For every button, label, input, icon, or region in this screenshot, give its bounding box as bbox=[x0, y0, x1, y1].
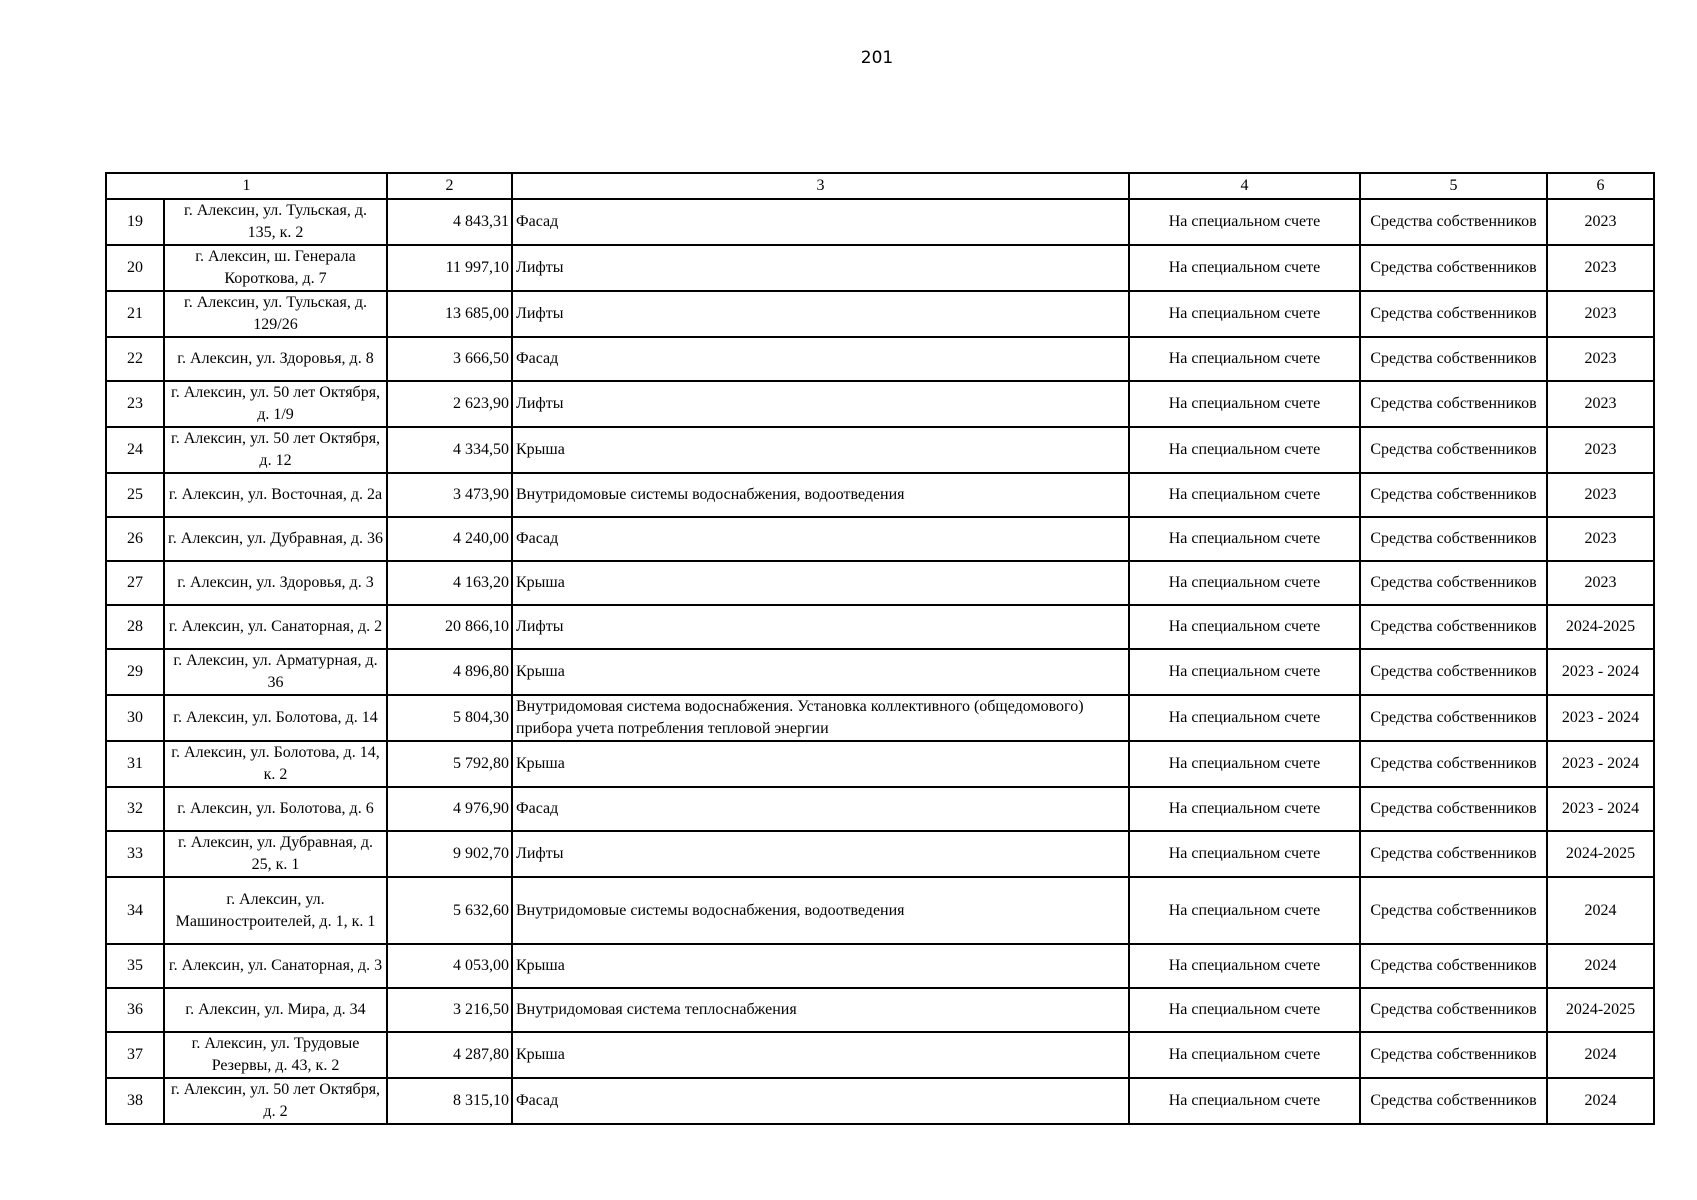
funding-source-cell: Средства собственников bbox=[1360, 337, 1547, 381]
column-header-6: 6 bbox=[1547, 173, 1654, 199]
address-cell: г. Алексин, ул. Болотова, д. 14 bbox=[164, 695, 387, 741]
table-row bbox=[106, 561, 1654, 605]
work-type-cell: Внутридомовая система водоснабжения. Установка коллективного (общедомового) прибора учета потребления тепловой энергии bbox=[512, 695, 1129, 741]
work-type-cell: Лифты bbox=[512, 381, 1129, 427]
year-cell: 2023 bbox=[1547, 199, 1654, 245]
table-row bbox=[106, 337, 1654, 381]
cost-cell: 9 902,70 bbox=[387, 831, 512, 877]
table-row bbox=[106, 245, 1654, 291]
fund-method-cell: На специальном счете bbox=[1129, 741, 1360, 787]
funding-source-cell: Средства собственников bbox=[1360, 1032, 1547, 1078]
table-row bbox=[106, 427, 1654, 473]
funding-source-cell: Средства собственников bbox=[1360, 877, 1547, 944]
funding-source-cell: Средства собственников bbox=[1360, 1078, 1547, 1124]
address-cell: г. Алексин, ул. 50 лет Октября, д. 12 bbox=[164, 427, 387, 473]
address-cell: г. Алексин, ул. Тульская, д. 129/26 bbox=[164, 291, 387, 337]
funding-source-cell: Средства собственников bbox=[1360, 944, 1547, 988]
row-number: 35 bbox=[106, 944, 164, 988]
year-cell: 2023 bbox=[1547, 561, 1654, 605]
header-row bbox=[106, 173, 1654, 199]
cost-cell: 5 632,60 bbox=[387, 877, 512, 944]
fund-method-cell: На специальном счете bbox=[1129, 944, 1360, 988]
work-type-cell: Лифты bbox=[512, 291, 1129, 337]
row-number: 29 bbox=[106, 649, 164, 695]
cost-cell: 11 997,10 bbox=[387, 245, 512, 291]
work-type-cell: Внутридомовая система теплоснабжения bbox=[512, 988, 1129, 1032]
funding-source-cell: Средства собственников bbox=[1360, 649, 1547, 695]
funding-source-cell: Средства собственников bbox=[1360, 605, 1547, 649]
year-cell: 2023 bbox=[1547, 427, 1654, 473]
funding-source-cell: Средства собственников bbox=[1360, 988, 1547, 1032]
year-cell: 2024 bbox=[1547, 1032, 1654, 1078]
row-number: 33 bbox=[106, 831, 164, 877]
year-cell: 2023 bbox=[1547, 517, 1654, 561]
address-cell: г. Алексин, ш. Генерала Короткова, д. 7 bbox=[164, 245, 387, 291]
address-cell: г. Алексин, ул. Тульская, д. 135, к. 2 bbox=[164, 199, 387, 245]
address-cell: г. Алексин, ул. Трудовые Резервы, д. 43, к. 2 bbox=[164, 1032, 387, 1078]
work-type-cell: Лифты bbox=[512, 245, 1129, 291]
work-type-cell: Фасад bbox=[512, 199, 1129, 245]
address-cell: г. Алексин, ул. Машиностроителей, д. 1, к. 1 bbox=[164, 877, 387, 944]
year-cell: 2024-2025 bbox=[1547, 605, 1654, 649]
cost-cell: 20 866,10 bbox=[387, 605, 512, 649]
address-cell: г. Алексин, ул. Санаторная, д. 2 bbox=[164, 605, 387, 649]
row-number: 23 bbox=[106, 381, 164, 427]
fund-method-cell: На специальном счете bbox=[1129, 517, 1360, 561]
table-row bbox=[106, 787, 1654, 831]
work-type-cell: Крыша bbox=[512, 1032, 1129, 1078]
row-number: 20 bbox=[106, 245, 164, 291]
address-cell: г. Алексин, ул. 50 лет Октября, д. 2 bbox=[164, 1078, 387, 1124]
table-row bbox=[106, 381, 1654, 427]
table-row bbox=[106, 877, 1654, 944]
table-row bbox=[106, 517, 1654, 561]
funding-source-cell: Средства собственников bbox=[1360, 473, 1547, 517]
cost-cell: 4 053,00 bbox=[387, 944, 512, 988]
cost-cell: 3 473,90 bbox=[387, 473, 512, 517]
funding-source-cell: Средства собственников bbox=[1360, 831, 1547, 877]
row-number: 38 bbox=[106, 1078, 164, 1124]
address-cell: г. Алексин, ул. Восточная, д. 2а bbox=[164, 473, 387, 517]
fund-method-cell: На специальном счете bbox=[1129, 831, 1360, 877]
fund-method-cell: На специальном счете bbox=[1129, 1032, 1360, 1078]
row-number: 37 bbox=[106, 1032, 164, 1078]
cost-cell: 4 240,00 bbox=[387, 517, 512, 561]
cost-cell: 4 896,80 bbox=[387, 649, 512, 695]
work-type-cell: Крыша bbox=[512, 944, 1129, 988]
funding-source-cell: Средства собственников bbox=[1360, 427, 1547, 473]
row-number: 26 bbox=[106, 517, 164, 561]
address-cell: г. Алексин, ул. Санаторная, д. 3 bbox=[164, 944, 387, 988]
year-cell: 2023 - 2024 bbox=[1547, 649, 1654, 695]
row-number: 30 bbox=[106, 695, 164, 741]
work-type-cell: Фасад bbox=[512, 337, 1129, 381]
cost-cell: 4 287,80 bbox=[387, 1032, 512, 1078]
column-header-4: 4 bbox=[1129, 173, 1360, 199]
address-cell: г. Алексин, ул. Дубравная, д. 25, к. 1 bbox=[164, 831, 387, 877]
work-type-cell: Крыша bbox=[512, 427, 1129, 473]
column-header-3: 3 bbox=[512, 173, 1129, 199]
fund-method-cell: На специальном счете bbox=[1129, 199, 1360, 245]
year-cell: 2024 bbox=[1547, 877, 1654, 944]
work-type-cell: Фасад bbox=[512, 517, 1129, 561]
address-cell: г. Алексин, ул. 50 лет Октября, д. 1/9 bbox=[164, 381, 387, 427]
table-container bbox=[105, 172, 1653, 1125]
work-type-cell: Крыша bbox=[512, 741, 1129, 787]
work-type-cell: Внутридомовые системы водоснабжения, водоотведения bbox=[512, 877, 1129, 944]
work-type-cell: Лифты bbox=[512, 605, 1129, 649]
year-cell: 2024 bbox=[1547, 1078, 1654, 1124]
table-row bbox=[106, 695, 1654, 741]
funding-source-cell: Средства собственников bbox=[1360, 517, 1547, 561]
cost-cell: 8 315,10 bbox=[387, 1078, 512, 1124]
table-row bbox=[106, 831, 1654, 877]
row-number: 31 bbox=[106, 741, 164, 787]
funding-source-cell: Средства собственников bbox=[1360, 381, 1547, 427]
row-number: 24 bbox=[106, 427, 164, 473]
year-cell: 2023 - 2024 bbox=[1547, 741, 1654, 787]
cost-cell: 4 163,20 bbox=[387, 561, 512, 605]
work-type-cell: Фасад bbox=[512, 787, 1129, 831]
funding-source-cell: Средства собственников bbox=[1360, 291, 1547, 337]
fund-method-cell: На специальном счете bbox=[1129, 381, 1360, 427]
funding-source-cell: Средства собственников bbox=[1360, 245, 1547, 291]
fund-method-cell: На специальном счете bbox=[1129, 695, 1360, 741]
table-row bbox=[106, 473, 1654, 517]
work-type-cell: Крыша bbox=[512, 649, 1129, 695]
table-row bbox=[106, 944, 1654, 988]
cost-cell: 3 666,50 bbox=[387, 337, 512, 381]
work-type-cell: Фасад bbox=[512, 1078, 1129, 1124]
funding-source-cell: Средства собственников bbox=[1360, 741, 1547, 787]
row-number: 32 bbox=[106, 787, 164, 831]
fund-method-cell: На специальном счете bbox=[1129, 649, 1360, 695]
funding-source-cell: Средства собственников bbox=[1360, 561, 1547, 605]
table-row bbox=[106, 1078, 1654, 1124]
year-cell: 2023 bbox=[1547, 291, 1654, 337]
cost-cell: 4 843,31 bbox=[387, 199, 512, 245]
table-row bbox=[106, 988, 1654, 1032]
year-cell: 2024-2025 bbox=[1547, 831, 1654, 877]
work-type-cell: Крыша bbox=[512, 561, 1129, 605]
column-header-5: 5 bbox=[1360, 173, 1547, 199]
funding-source-cell: Средства собственников bbox=[1360, 695, 1547, 741]
table-row bbox=[106, 291, 1654, 337]
table-row bbox=[106, 649, 1654, 695]
work-type-cell: Внутридомовые системы водоснабжения, водоотведения bbox=[512, 473, 1129, 517]
year-cell: 2023 bbox=[1547, 381, 1654, 427]
fund-method-cell: На специальном счете bbox=[1129, 787, 1360, 831]
cost-cell: 5 804,30 bbox=[387, 695, 512, 741]
table-row bbox=[106, 741, 1654, 787]
address-cell: г. Алексин, ул. Мира, д. 34 bbox=[164, 988, 387, 1032]
table-row bbox=[106, 605, 1654, 649]
address-cell: г. Алексин, ул. Дубравная, д. 36 bbox=[164, 517, 387, 561]
year-cell: 2024 bbox=[1547, 944, 1654, 988]
fund-method-cell: На специальном счете bbox=[1129, 473, 1360, 517]
row-number: 28 bbox=[106, 605, 164, 649]
fund-method-cell: На специальном счете bbox=[1129, 1078, 1360, 1124]
table-row bbox=[106, 1032, 1654, 1078]
cost-cell: 4 976,90 bbox=[387, 787, 512, 831]
fund-method-cell: На специальном счете bbox=[1129, 427, 1360, 473]
row-number: 27 bbox=[106, 561, 164, 605]
cost-cell: 13 685,00 bbox=[387, 291, 512, 337]
fund-method-cell: На специальном счете bbox=[1129, 245, 1360, 291]
address-cell: г. Алексин, ул. Болотова, д. 14, к. 2 bbox=[164, 741, 387, 787]
row-number: 25 bbox=[106, 473, 164, 517]
repair-program-table bbox=[105, 172, 1655, 1125]
fund-method-cell: На специальном счете bbox=[1129, 605, 1360, 649]
fund-method-cell: На специальном счете bbox=[1129, 561, 1360, 605]
address-cell: г. Алексин, ул. Здоровья, д. 3 bbox=[164, 561, 387, 605]
row-number: 34 bbox=[106, 877, 164, 944]
column-header-2: 2 bbox=[387, 173, 512, 199]
row-number: 36 bbox=[106, 988, 164, 1032]
table-body bbox=[106, 199, 1654, 1124]
fund-method-cell: На специальном счете bbox=[1129, 337, 1360, 381]
row-number: 19 bbox=[106, 199, 164, 245]
row-number: 21 bbox=[106, 291, 164, 337]
work-type-cell: Лифты bbox=[512, 831, 1129, 877]
fund-method-cell: На специальном счете bbox=[1129, 877, 1360, 944]
address-cell: г. Алексин, ул. Арматурная, д. 36 bbox=[164, 649, 387, 695]
address-cell: г. Алексин, ул. Болотова, д. 6 bbox=[164, 787, 387, 831]
address-cell: г. Алексин, ул. Здоровья, д. 8 bbox=[164, 337, 387, 381]
fund-method-cell: На специальном счете bbox=[1129, 988, 1360, 1032]
table-row bbox=[106, 199, 1654, 245]
cost-cell: 3 216,50 bbox=[387, 988, 512, 1032]
cost-cell: 4 334,50 bbox=[387, 427, 512, 473]
cost-cell: 5 792,80 bbox=[387, 741, 512, 787]
year-cell: 2023 bbox=[1547, 245, 1654, 291]
page-number: 201 bbox=[860, 48, 894, 68]
year-cell: 2023 bbox=[1547, 473, 1654, 517]
year-cell: 2023 - 2024 bbox=[1547, 787, 1654, 831]
funding-source-cell: Средства собственников bbox=[1360, 199, 1547, 245]
cost-cell: 2 623,90 bbox=[387, 381, 512, 427]
column-header-1: 1 bbox=[106, 173, 387, 199]
year-cell: 2024-2025 bbox=[1547, 988, 1654, 1032]
year-cell: 2023 - 2024 bbox=[1547, 695, 1654, 741]
row-number: 22 bbox=[106, 337, 164, 381]
year-cell: 2023 bbox=[1547, 337, 1654, 381]
funding-source-cell: Средства собственников bbox=[1360, 787, 1547, 831]
fund-method-cell: На специальном счете bbox=[1129, 291, 1360, 337]
